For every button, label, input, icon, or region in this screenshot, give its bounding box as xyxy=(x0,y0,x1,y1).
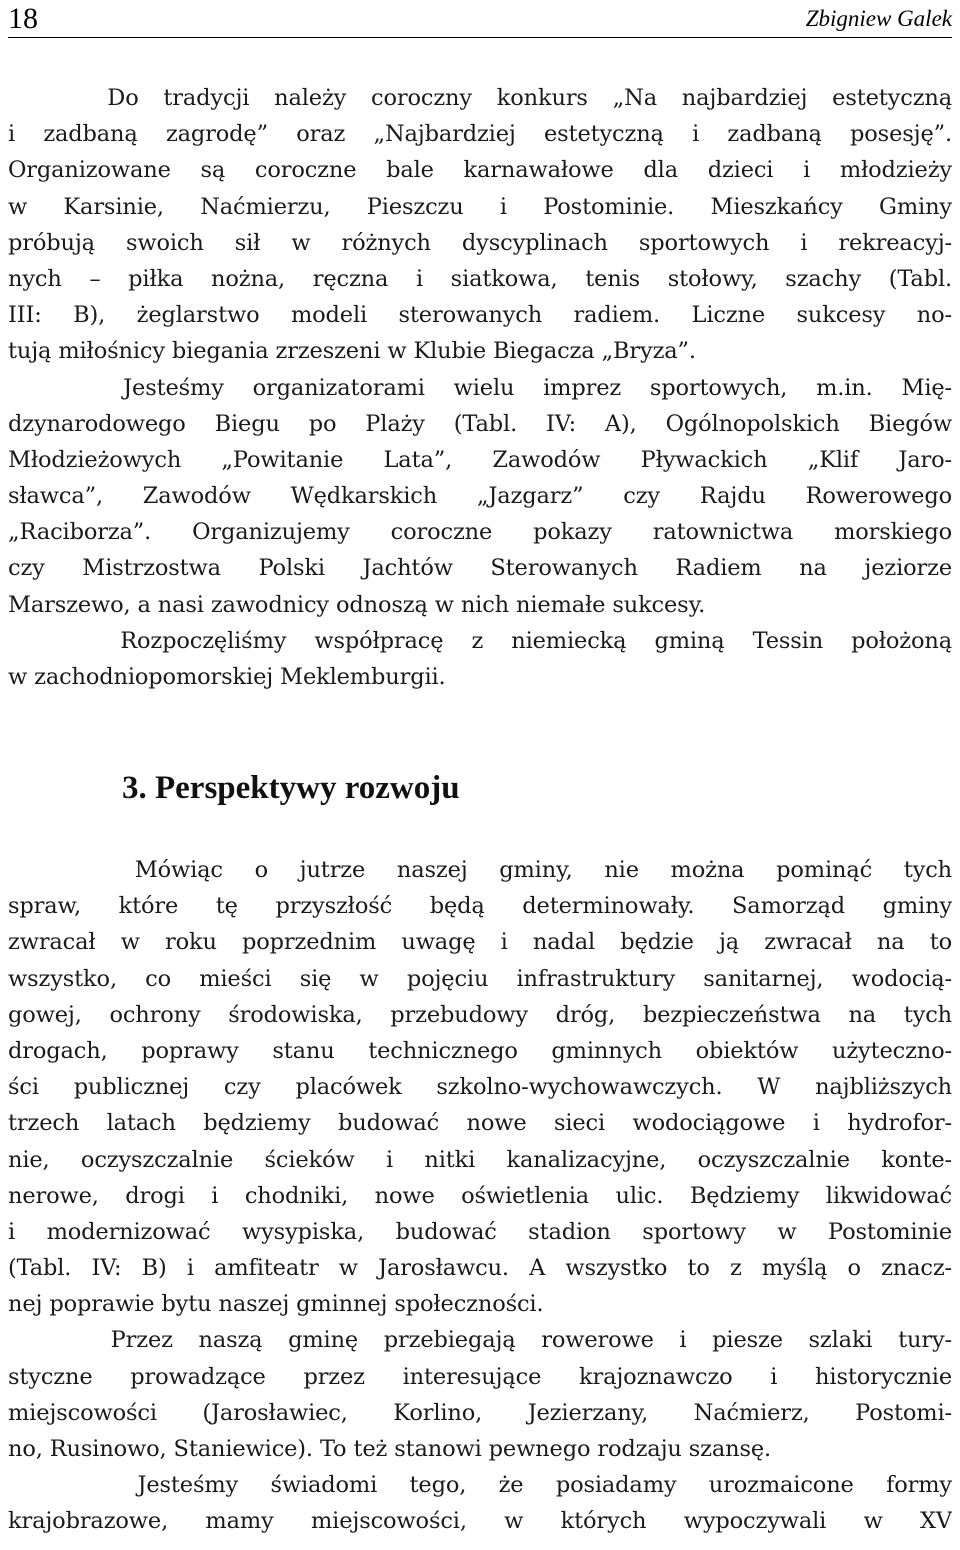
text-line: ści publicznej czy placówek szkolno-wychowawczych. W najbliższych xyxy=(8,1074,952,1101)
text-line: spraw, które tę przyszłość będą determinowały. Samorząd gminy xyxy=(8,893,952,920)
text-line: Do tradycji należy coroczny konkurs „Na najbardziej estetyczną xyxy=(8,85,952,111)
text-line: zwracał w roku poprzednim uwagę i nadal będzie ją zwracał na to xyxy=(8,929,952,956)
text-line: w zachodniopomorskiej Meklemburgii. xyxy=(8,664,446,690)
text-line: Jesteśmy świadomi tego, że posiadamy urozmaicone formy xyxy=(8,1472,952,1499)
text-line: miejscowości (Jarosławiec, Korlino, Jezierzany, Naćmierz, Postomi- xyxy=(8,1399,952,1426)
text-line: wszystko, co mieści się w pojęciu infrastruktury sanitarnej, wodocią- xyxy=(8,965,952,992)
text-line: trzech latach będziemy budować nowe sieci wodociągowe i hydrofor- xyxy=(8,1110,952,1137)
text-line: w Karsinie, Naćmierzu, Pieszczu i Postominie. Mieszkańcy Gminy xyxy=(8,193,952,220)
text-line: „Raciborza”. Organizujemy coroczne pokazy ratownictwa morskiego xyxy=(8,519,952,546)
text-line: Młodzieżowych „Powitanie Lata”, Zawodów Pływackich „Klif Jaro- xyxy=(8,446,952,473)
text-line: Przez naszą gminę przebiegają rowerowe i piesze szlaki tury- xyxy=(8,1327,952,1354)
running-head-author: Zbigniew Galek xyxy=(805,6,952,31)
text-line: no, Rusinowo, Staniewice). To też stanowi pewnego rodzaju szansę. xyxy=(8,1436,772,1462)
text-line: i zadbaną zagrodę” oraz „Najbardziej estetyczną i zadbaną posesję”. xyxy=(8,121,952,148)
paragraph-development-prospects xyxy=(8,852,952,1540)
text-line: styczne prowadzące przez interesujące krajoznawczo i historycznie xyxy=(8,1363,952,1390)
text-line: Marszewo, a nasi zawodnicy odnoszą w nich niemałe sukcesy. xyxy=(8,591,706,618)
text-line: próbują swoich sił w różnych dyscyplinach sportowych i rekreacyj- xyxy=(8,229,952,256)
text-line: nych – piłka nożna, ręczna i siatkowa, tenis stołowy, szachy (Tabl. xyxy=(8,265,952,292)
text-line: nie, oczyszczalnie ścieków i nitki kanalizacyjne, oczyszczalnie konte- xyxy=(8,1146,952,1173)
text-line: czy Mistrzostwa Polski Jachtów Sterowanych Radiem na jeziorze xyxy=(8,555,952,582)
text-line: Mówiąc o jutrze naszej gminy, nie można pominąć tych xyxy=(8,857,952,883)
paragraph-traditions-sports xyxy=(8,80,952,695)
text-line: (Tabl. IV: B) i amfiteatr w Jarosławcu. A wszystko to z myślą o znacz- xyxy=(8,1255,952,1282)
text-line: nerowe, drogi i chodniki, nowe oświetlenia ulic. Będziemy likwidować xyxy=(8,1182,952,1209)
section-heading: 3. Perspektywy rozwoju xyxy=(122,770,460,806)
page-header xyxy=(8,0,952,38)
text-line: Rozpoczęliśmy współpracę z niemiecką gminą Tessin położoną xyxy=(8,627,952,654)
text-line: III: B), żeglarstwo modeli sterowanych radiem. Liczne sukcesy no- xyxy=(8,302,952,329)
text-line: gowej, ochrony środowiska, przebudowy dróg, bezpieczeństwa na tych xyxy=(8,1001,952,1028)
text-line: tują miłośnicy biegania zrzeszeni w Klubie Biegacza „Bryza”. xyxy=(8,338,696,365)
text-line: Organizowane są coroczne bale karnawałowe dla dzieci i młodzieży xyxy=(8,157,952,184)
text-line: i modernizować wysypiska, budować stadion sportowy w Postominie xyxy=(8,1218,952,1245)
text-line: drogach, poprawy stanu technicznego gminnych obiektów użyteczno- xyxy=(8,1037,952,1064)
text-line: Jesteśmy organizatorami wielu imprez sportowych, m.in. Mię- xyxy=(8,374,952,401)
text-line: nej poprawie bytu naszej gminnej społeczności. xyxy=(8,1291,544,1318)
page-number: 18 xyxy=(8,2,38,35)
text-line: sławca”, Zawodów Wędkarskich „Jazgarz” czy Rajdu Rowerowego xyxy=(8,483,952,510)
text-line: dzynarodowego Biegu po Plaży (Tabl. IV: A), Ogólnopolskich Biegów xyxy=(8,410,952,437)
text-line: krajobrazowe, mamy miejscowości, w których wypoczywali w XV xyxy=(8,1508,952,1535)
